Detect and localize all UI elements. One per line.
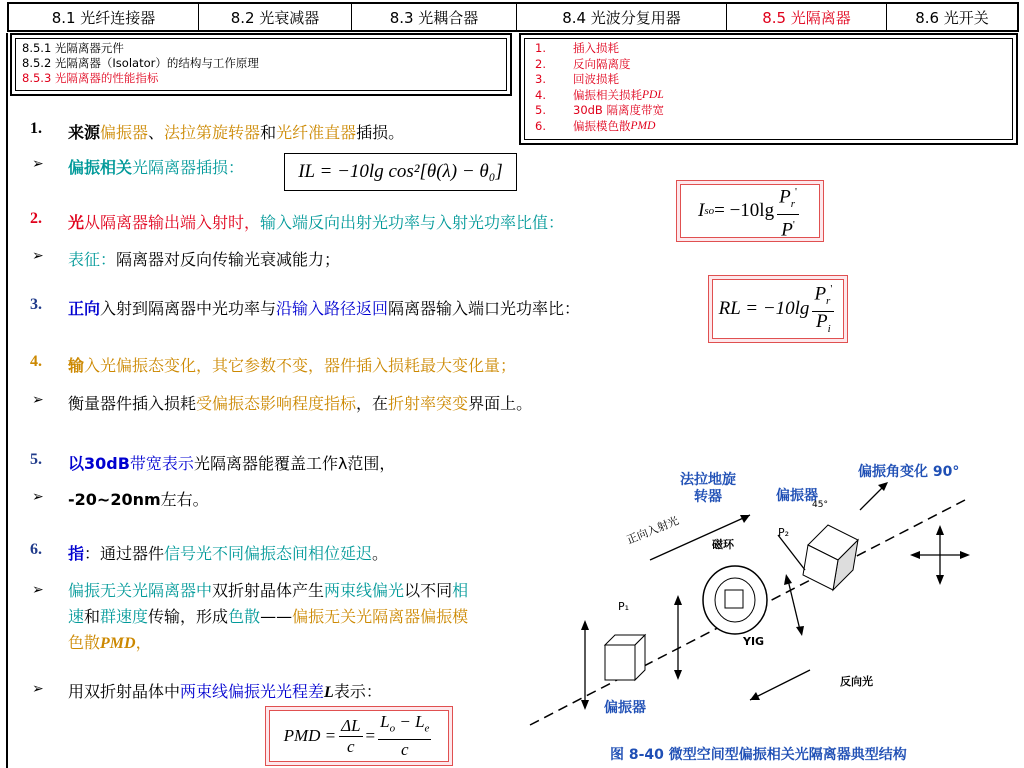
metric-item[interactable]: 5. 30dB 隔离度带宽	[535, 103, 664, 117]
insertion-loss-formula: IL = −10lg cos²[θ(λ) − θ₀]	[284, 153, 517, 191]
tab-fiber-connector[interactable]: 8.1 光纤连接器	[9, 4, 199, 30]
pmd-formula: PMD = $\frac{\Delta L}{c}$ = $\frac{L_o - L_e}{c}$	[265, 706, 453, 766]
magnet-ring	[703, 566, 767, 634]
bullet2-text: 表征：隔离器对反向传输光衰减能力；	[68, 250, 341, 269]
isolator-diagram	[520, 460, 1020, 745]
section-link-8-5-1[interactable]: 8.5.1 光隔离器元件	[22, 41, 124, 55]
label-magnet-ring: 磁环	[712, 538, 734, 551]
left-margin-rule	[6, 33, 8, 768]
metric-item[interactable]: 4. 偏振相关损耗 PDL	[535, 87, 664, 102]
bullet6-text: 偏振无关光隔离器中双折射晶体产生两束线偏光以不同相速和群速度传输，形成色散——偏振无关光隔离器偏振模色散PMD，	[68, 581, 469, 652]
item1-text: 来源偏振器、法拉第旋转器和光纤准直器插损。	[68, 123, 405, 142]
label-p2: P₂	[778, 526, 790, 539]
label-45-degree: 45°	[812, 500, 828, 510]
label-polarizer-top: 偏振器	[776, 488, 818, 504]
item5-text: 以30dB带宽表示光隔离器能覆盖工作λ范围，	[68, 454, 396, 473]
label-polarization-angle: 偏振角变化 90°	[858, 464, 960, 480]
bullet-arrow-icon: ➢	[32, 681, 44, 697]
tab-optical-switch[interactable]: 8.6 光开关	[915, 8, 989, 27]
tab-isolator[interactable]: 8.5 光隔离器	[727, 4, 887, 30]
label-yig: YIG	[743, 635, 765, 648]
metrics-list	[519, 33, 1018, 145]
item2-text: 光从隔离器输出端入射时，输入端反向出射光功率与入射光功率比值：	[68, 213, 565, 232]
item-number: 4.	[30, 353, 42, 370]
item-number: 6.	[30, 541, 42, 558]
bullet4-text: 衡量器件插入损耗受偏振态影响程度指标，在折射率突变界面上。	[68, 394, 533, 413]
section-link-8-5-2[interactable]: 8.5.2 光隔离器（Isolator）的结构与工作原理	[22, 56, 259, 70]
label-backward-light: 反向光	[840, 675, 873, 688]
figure-caption: 图 8-40 微型空间型偏振相关光隔离器典型结构	[610, 747, 907, 763]
section-list	[10, 33, 512, 96]
metric-item[interactable]: 3. 回波损耗	[535, 72, 619, 86]
isolation-formula: I so = −10lg $\frac{P_r'}{P'}$	[676, 180, 824, 242]
tab-coupler[interactable]: 8.3 光耦合器	[352, 4, 517, 30]
bullet7-text: 用双折射晶体中两束线偏振光光程差L表示：	[68, 682, 382, 701]
bullet-arrow-icon: ➢	[32, 392, 44, 408]
label-polarizer-bottom: 偏振器	[604, 700, 646, 716]
tab-wdm[interactable]: 8.4 光波分复用器	[517, 4, 727, 30]
bullet-arrow-icon: ➢	[32, 582, 44, 598]
return-loss-formula: RL = −10lg $\frac{P_r'}{P_i}$	[708, 275, 848, 343]
item3-text: 正向入射到隔离器中光功率与沿输入路径返回隔离器输入端口光功率比：	[68, 299, 581, 318]
item-number: 1.	[30, 120, 42, 137]
tab-attenuator[interactable]: 8.2 光衰减器	[199, 4, 352, 30]
bullet-arrow-icon: ➢	[32, 156, 44, 172]
isolator-structure-figure	[520, 460, 1020, 745]
label-p1: P₁	[618, 600, 630, 613]
section-link-8-5-3[interactable]: 8.5.3 光隔离器的性能指标	[22, 71, 159, 85]
bullet1-text: 偏振相关光隔离器插损：	[68, 158, 245, 177]
label-forward-light: 正向入射光	[624, 514, 681, 547]
polarizer-p2	[803, 525, 858, 590]
item-number: 2.	[30, 210, 42, 227]
bullet-arrow-icon: ➢	[32, 489, 44, 505]
polarizer-p1	[605, 635, 645, 680]
item6-text: 指：通过器件信号光不同偏振态间相位延迟。	[68, 544, 389, 563]
metric-item[interactable]: 2. 反向隔离度	[535, 56, 631, 71]
metric-item[interactable]: 1. 插入损耗	[535, 41, 619, 55]
chapter-tab-bar	[7, 2, 1019, 32]
item-number: 5.	[30, 451, 42, 468]
metric-item[interactable]: 6. 偏振模色散 PMD	[535, 118, 656, 133]
label-faraday-rotator: 法拉地旋 转器	[680, 472, 736, 505]
bullet-arrow-icon: ➢	[32, 248, 44, 264]
item-number: 3.	[30, 296, 42, 313]
item4-text: 输入光偏振态变化，其它参数不变，器件插入损耗最大变化量；	[68, 356, 517, 375]
bullet5-text: -20~20nm左右。	[68, 490, 209, 509]
